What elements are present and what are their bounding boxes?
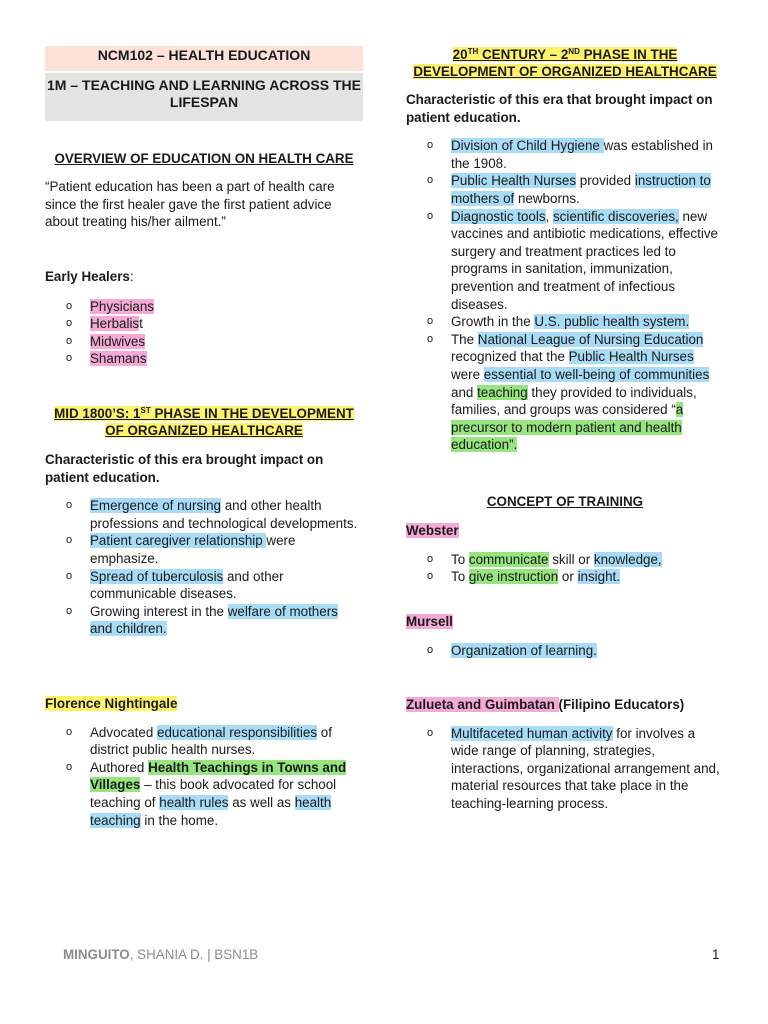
module-title: 1M – TEACHING AND LEARNING ACROSS THE LIFESPAN (45, 73, 363, 121)
phase2-title: 20TH CENTURY – 2ND PHASE IN THE DEVELOPMENT OF ORGANIZED HEALTHCARE (413, 47, 717, 79)
list-item: o Shamans (45, 350, 363, 368)
list-item: o Emergence of nursing and other health professions and technological developments. (45, 497, 363, 532)
early-healers-label: Early Healers (45, 269, 130, 284)
zulueta-section: Zulueta and Guimbatan (Filipino Educators) o Multifaceted human activity for involves a wide range of planning, strategies, interactions, organizational arrangement and, material resources that take place in the teaching-learning process. (406, 696, 724, 813)
list-item: o Herbalist (45, 315, 363, 333)
mursell-list (406, 642, 724, 660)
nightingale-section (45, 695, 363, 829)
phase1-title: MID 1800’S: 1ST PHASE IN THE DEVELOPMENT OF ORGANIZED HEALTHCARE (54, 406, 354, 438)
webster-label: Webster (406, 523, 459, 538)
overview-section (45, 150, 363, 231)
footer-author: MINGUITO, SHANIA D. | BSN1B (63, 947, 259, 962)
list-item: o Division of Child Hygiene was established in the 1908. (406, 137, 724, 172)
phase1-list (45, 497, 363, 638)
phase2-characteristic: Characteristic of this era that brought impact on patient education. (406, 92, 713, 125)
nightingale-name: Florence Nightingale (45, 696, 178, 711)
phase2-section (406, 46, 724, 454)
list-item: o Multifaceted human activity for involves a wide range of planning, strategies, interactions, organizational arrangement and, material resources that take place in the teaching-learning process. (406, 725, 724, 813)
list-item: o Patient caregiver relationship were emphasize. (45, 532, 363, 567)
phase2-list (406, 137, 724, 454)
zulueta-label: Zulueta and Guimbatan (406, 697, 559, 712)
list-item: o Public Health Nurses provided instruction to mothers of newborns. (406, 172, 724, 207)
list-item: o The National League of Nursing Education recognized that the Public Health Nurses were essential to well-being of communities and teaching they provided to individuals, families, and groups was considered “a precursor to modern patient and health education”. (406, 331, 724, 454)
list-item: o Spread of tuberculosis and other communicable diseases. (45, 568, 363, 603)
training-section (406, 493, 724, 586)
training-title: CONCEPT OF TRAINING (486, 494, 644, 509)
title-box (45, 46, 363, 121)
list-item: o Physicians (45, 298, 363, 316)
phase1-section (45, 405, 363, 638)
list-item: o Midwives (45, 333, 363, 351)
page-number: 1 (712, 947, 720, 962)
list-item: o Authored Health Teachings in Towns and Villages – this book advocated for school teaching of health rules as well as health teaching in the home. (45, 759, 363, 829)
zulueta-list (406, 725, 724, 813)
list-item: o Growing interest in the welfare of mothers and children. (45, 603, 363, 638)
mursell-label: Mursell (406, 614, 453, 629)
nightingale-list (45, 724, 363, 830)
list-item: o To communicate skill or knowledge, (406, 551, 724, 569)
course-title: NCM102 – HEALTH EDUCATION (45, 46, 363, 71)
overview-quote: “Patient education has been a part of health care since the first healer gave the first patient advice about treating his/her ailment.” (45, 179, 335, 230)
early-healers-section: Early Healers: o Physicians o Herbalist o Midwives o Shamans (45, 268, 363, 368)
list-item: o Organization of learning. (406, 642, 724, 660)
early-healers-list (45, 298, 363, 368)
phase1-characteristic: Characteristic of this era brought impact on patient education. (45, 452, 324, 485)
list-item: o Advocated educational responsibilities of district public health nurses. (45, 724, 363, 759)
webster-list (406, 551, 724, 586)
mursell-section (406, 613, 724, 659)
list-item: o Growth in the U.S. public health system. (406, 313, 724, 331)
overview-title: OVERVIEW OF EDUCATION ON HEALTH CARE (54, 151, 354, 166)
list-item: o Diagnostic tools, scientific discoveries, new vaccines and antibiotic medications, effective surgery and treatment practices led to programs in sanitation, immunization, prevention and treatment of infectious diseases. (406, 208, 724, 314)
list-item: o To give instruction or insight. (406, 568, 724, 586)
